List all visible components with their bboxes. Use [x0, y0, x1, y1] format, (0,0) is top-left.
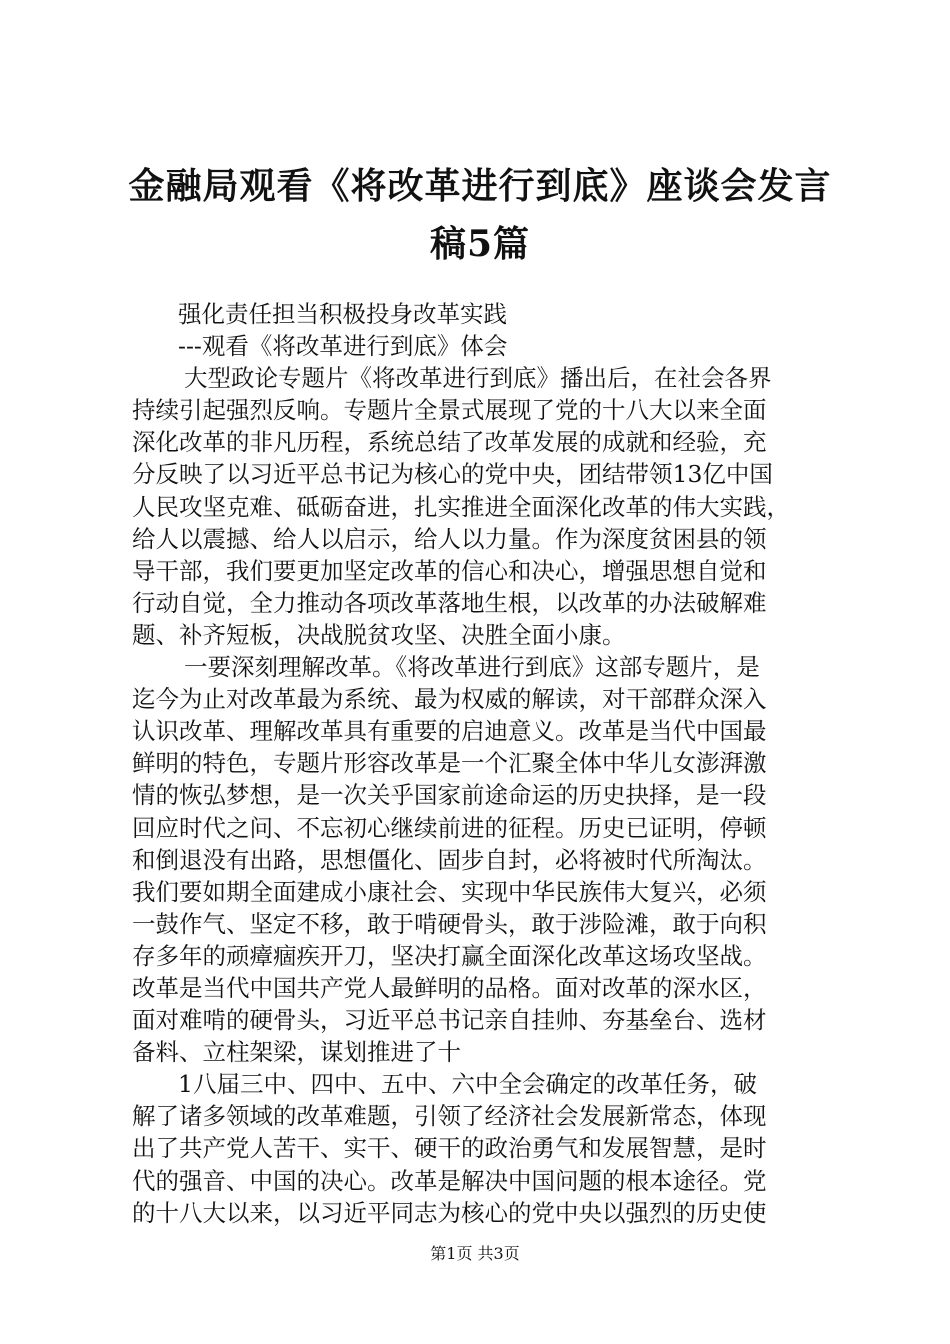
text-line: 行动自觉，全力推动各项改革落地生根，以改革的办法破解难	[132, 588, 767, 617]
text-line: 持续引起强烈反响。专题片全景式展现了党的十八大以来全面	[132, 396, 767, 425]
text-line: 人民攻坚克难、砥砺奋进，扎实推进全面深化改革的伟大实践，	[132, 492, 790, 521]
document-title: 金融局观看《将改革进行到底》座谈会发言稿5篇	[128, 165, 832, 265]
text-line: 深化改革的非凡历程，系统总结了改革发展的成就和经验，充	[132, 428, 767, 457]
paragraph-1	[132, 362, 832, 651]
text-line: 和倒退没有出路，思想僵化、固步自封，必将被时代所淘汰。	[132, 845, 767, 874]
subtitle-line: 强化责任担当积极投身改革实践	[178, 300, 507, 328]
text-line: 解了诸多领域的改革难题，引领了经济社会发展新常态，体现	[132, 1102, 767, 1131]
text-line: 出了共产党人苦干、实干、硬干的政治勇气和发展智慧，是时	[132, 1134, 767, 1163]
text-line: 分反映了以习近平总书记为核心的党中央，团结带领13亿中国	[132, 460, 773, 489]
document-body	[132, 298, 832, 1229]
page-footer: 第1页 共3页	[430, 1244, 520, 1263]
text-line: 一要深刻理解改革。《将改革进行到底》这部专题片，是	[184, 653, 760, 682]
text-line: 鲜明的特色，专题片形容改革是一个汇聚全体中华儿女澎湃激	[132, 749, 767, 778]
text-line: 面对难啃的硬骨头，习近平总书记亲自挂帅、夯基垒台、选材	[132, 1006, 767, 1035]
text-line: 题、补齐短板，决战脱贫攻坚、决胜全面小康。	[132, 620, 626, 649]
text-line: 存多年的顽瘴痼疾开刀，坚决打赢全面深化改革这场攻坚战。	[132, 941, 767, 970]
text-line: 备料、立柱架梁，谋划推进了十	[132, 1038, 461, 1067]
text-line: 认识改革、理解改革具有重要的启迪意义。改革是当代中国最	[132, 717, 767, 746]
text-line: 情的恢弘梦想，是一次关乎国家前途命运的历史抉择，是一段	[132, 781, 767, 810]
text-line: 的十八大以来，以习近平同志为核心的党中央以强烈的历史使	[132, 1198, 767, 1227]
text-line: 导干部，我们要更加坚定改革的信心和决心，增强思想自觉和	[132, 556, 767, 585]
text-line: 我们要如期全面建成小康社会、实现中华民族伟大复兴，必须	[132, 877, 767, 906]
paragraph-3	[132, 1068, 832, 1228]
text-line: 一鼓作气、坚定不移，敢于啃硬骨头，敢于涉险滩，敢于向积	[132, 909, 767, 938]
text-line: 回应时代之问、不忘初心继续前进的征程。历史已证明，停顿	[132, 813, 767, 842]
subtitle-line: ---观看《将改革进行到底》体会	[178, 332, 508, 361]
text-line: 迄今为止对改革最为系统、最为权威的解读，对干部群众深入	[132, 685, 767, 714]
text-line: 代的强音、中国的决心。改革是解决中国问题的根本途径。党	[132, 1166, 767, 1195]
text-line: 改革是当代中国共产党人最鲜明的品格。面对改革的深水区，	[132, 973, 767, 1002]
text-line: 1八届三中、四中、五中、六中全会确定的改革任务，破	[178, 1070, 757, 1099]
paragraph-2	[132, 651, 832, 1068]
text-line: 大型政论专题片《将改革进行到底》播出后，在社会各界	[184, 364, 772, 393]
text-line: 给人以震撼、给人以启示，给人以力量。作为深度贫困县的领	[132, 524, 767, 553]
